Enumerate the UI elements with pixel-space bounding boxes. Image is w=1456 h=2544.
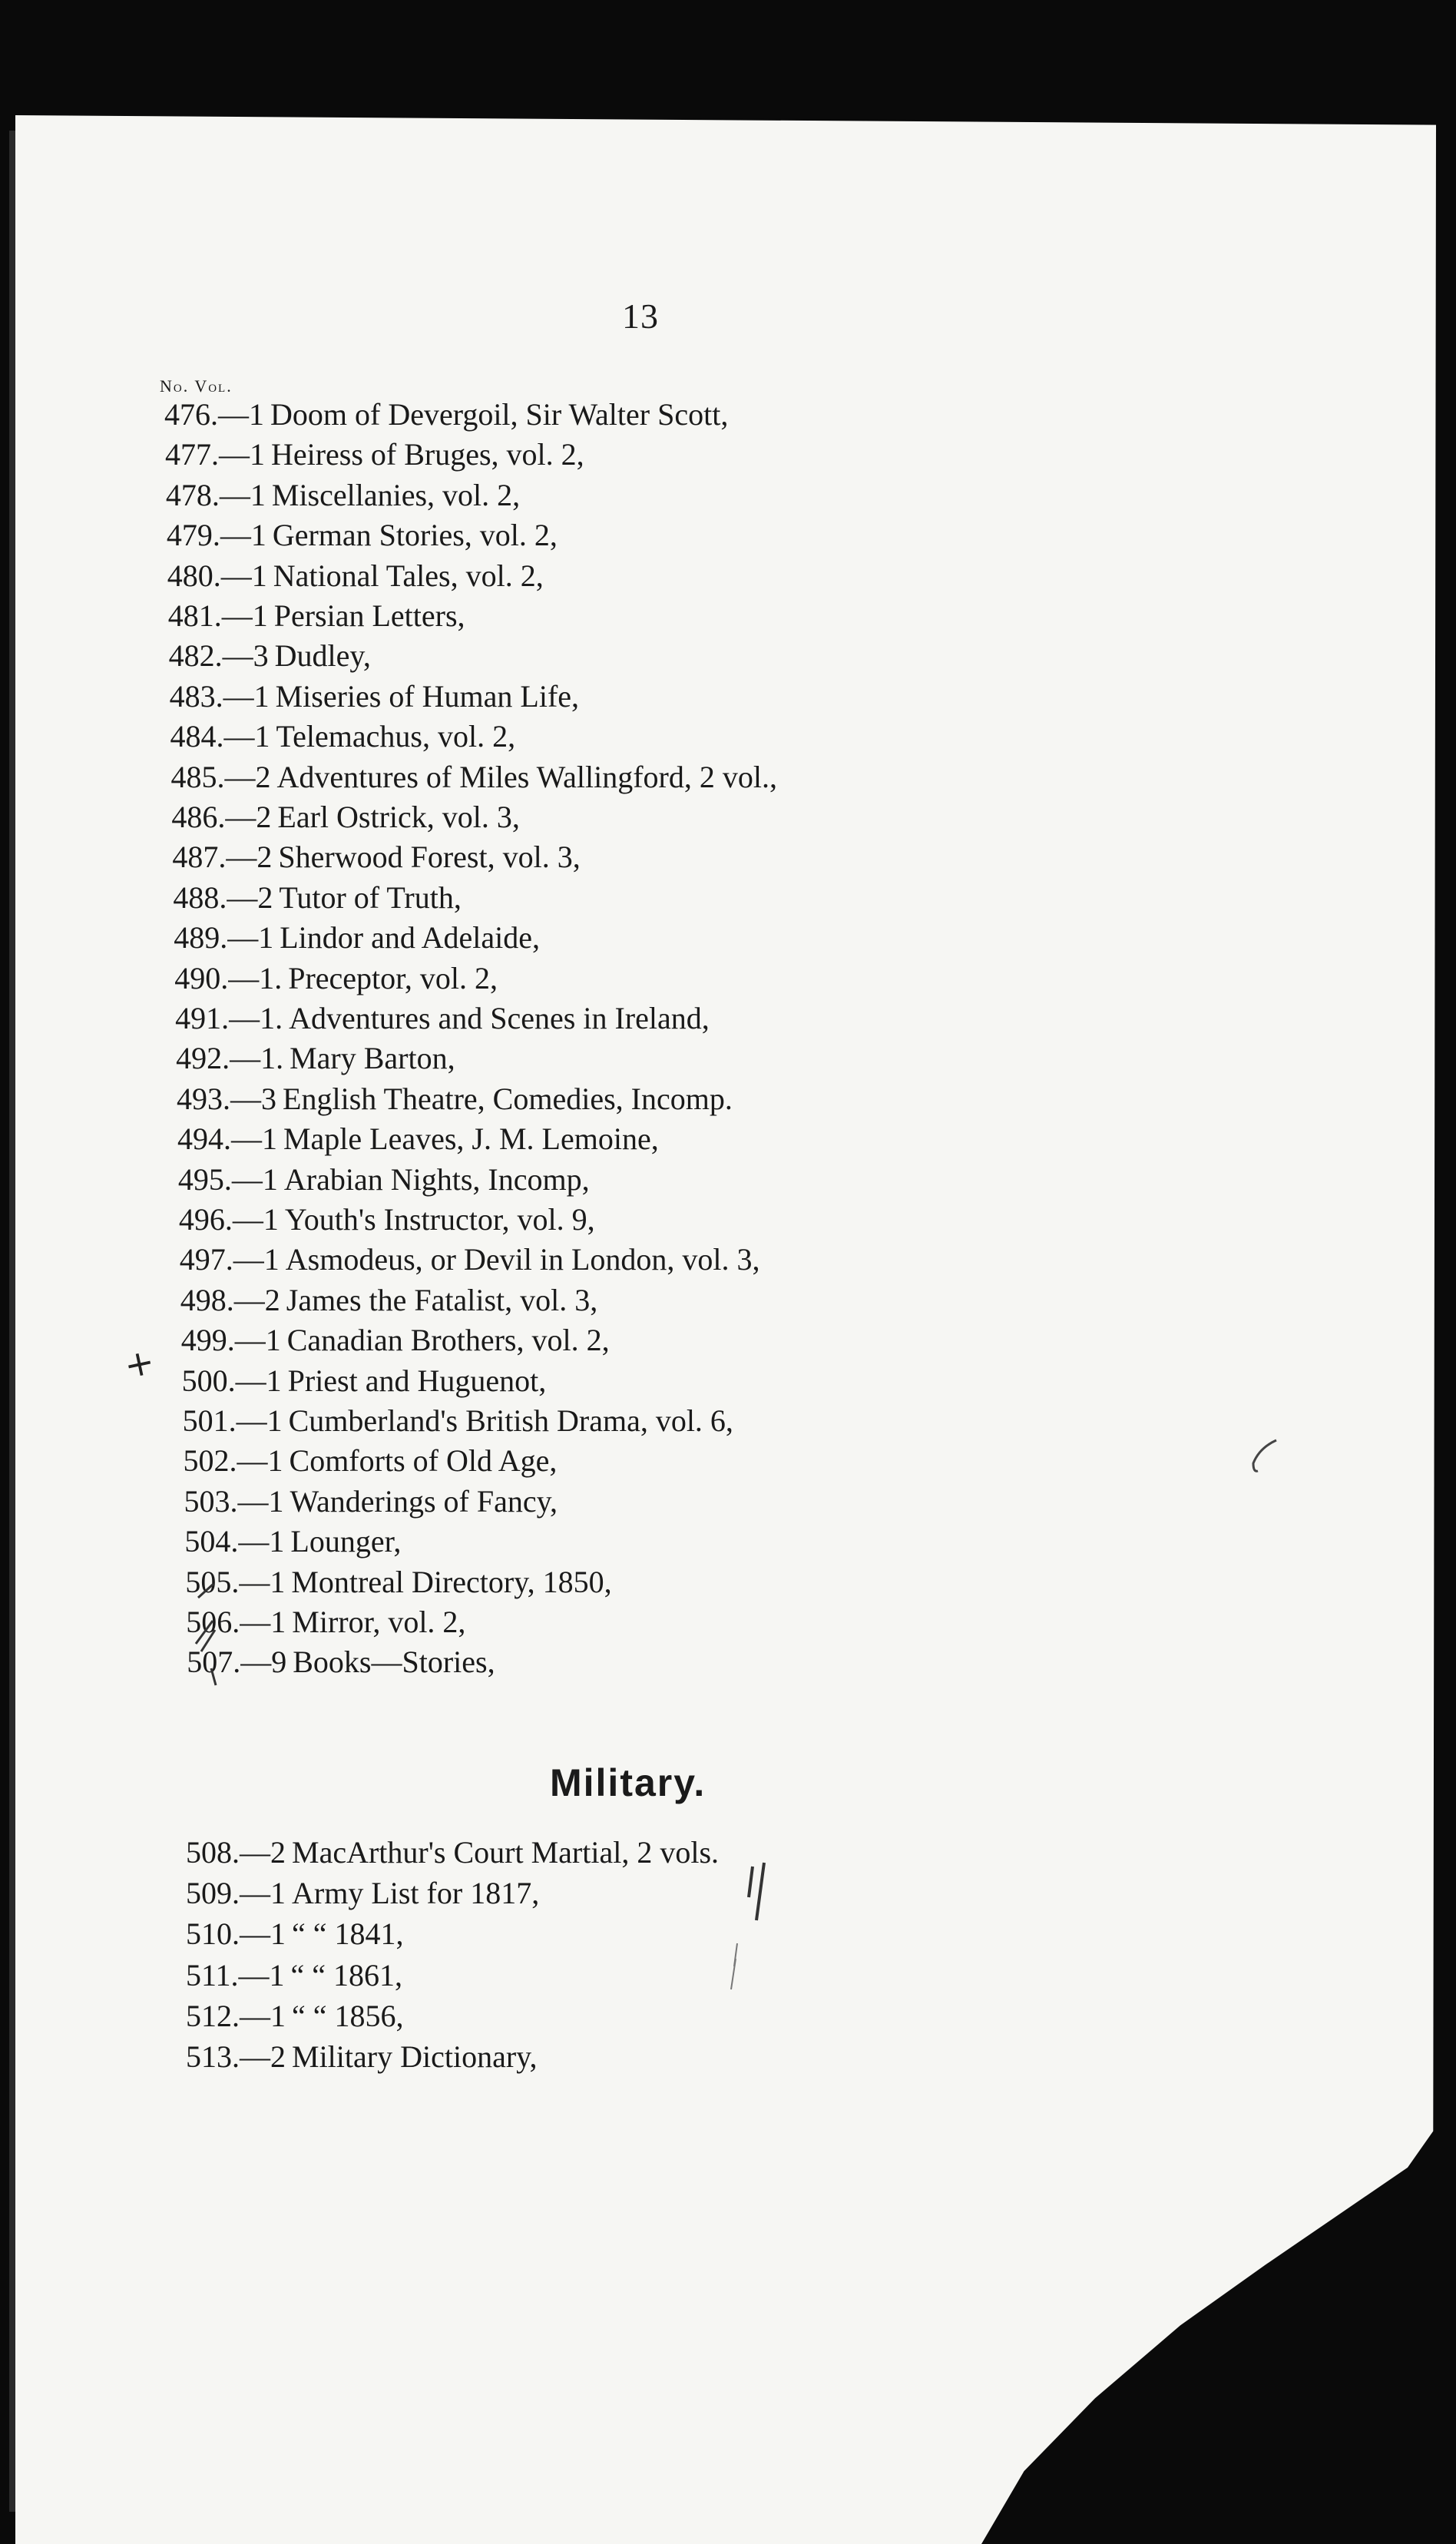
entry-number: 479.—1	[166, 518, 266, 553]
catalogue-entry	[170, 721, 516, 752]
entry-number: 494.—1	[177, 1121, 277, 1157]
catalogue-entry	[181, 1363, 547, 1398]
entry-title: National Tales, vol. 2,	[273, 558, 544, 593]
catalogue-entry	[187, 1647, 495, 1678]
entry-number: 481.—1	[167, 598, 268, 633]
catalogue-entry	[171, 802, 520, 833]
entry-title: Doom of Devergoil, Sir Walter Scott,	[270, 397, 729, 432]
entry-number: 513.—2	[186, 2039, 286, 2074]
catalogue-entry	[186, 1837, 719, 1868]
entry-title: Youth's Instructor, vol. 9,	[284, 1202, 595, 1237]
entry-number: 505.—1	[185, 1564, 286, 1599]
catalogue-entry	[173, 879, 462, 915]
entry-title: Military Dictionary,	[292, 2039, 538, 2074]
entry-number: 487.—2	[172, 840, 273, 875]
entry-number: 480.—1	[167, 558, 267, 593]
entry-number: 485.—2	[170, 759, 271, 794]
catalogue-entry	[172, 842, 580, 873]
entry-number: 500.—1	[181, 1363, 282, 1398]
entry-number: 511.—1	[186, 1957, 285, 1992]
entry-title: Asmodeus, or Devil in London, vol. 3,	[285, 1242, 760, 1277]
catalogue-entry	[177, 1161, 590, 1197]
catalogue-entry	[164, 399, 728, 430]
entry-title: “ “ 1841,	[292, 1916, 404, 1952]
entry-title: Lounger,	[290, 1524, 402, 1559]
entry-title: Earl Ostrick, vol. 3,	[277, 800, 520, 834]
entry-number: 499.—1	[180, 1323, 281, 1358]
entry-number: 504.—1	[184, 1524, 285, 1559]
entry-title: Cumberland's British Drama, vol. 6,	[288, 1403, 733, 1438]
entry-title: Miseries of Human Life,	[275, 678, 580, 714]
entry-number: 476.—1	[164, 397, 264, 432]
entry-title: MacArthur's Court Martial, 2 vols.	[292, 1835, 720, 1870]
entry-title: Preceptor, vol. 2,	[288, 960, 498, 995]
entry-number: 486.—2	[171, 800, 272, 834]
entry-number: 493.—3	[177, 1081, 277, 1116]
entry-number: 498.—2	[180, 1282, 280, 1317]
catalogue-entry	[180, 1282, 598, 1317]
entry-title: Sherwood Forest, vol. 3,	[278, 840, 581, 875]
entry-number: 495.—1	[177, 1161, 278, 1197]
catalogue-entry	[184, 1526, 401, 1557]
entry-title: Miscellanies, vol. 2,	[271, 477, 521, 512]
entry-title: James the Fatalist, vol. 3,	[286, 1282, 598, 1317]
entry-title: “ “ 1861,	[290, 1957, 403, 1992]
catalogue-entry	[186, 1916, 404, 1952]
entry-title: Persian Letters,	[273, 598, 465, 633]
entry-title: Maple Leaves, J. M. Lemoine,	[283, 1121, 659, 1157]
entry-number: 492.—1.	[176, 1041, 284, 1076]
catalogue-entry	[165, 477, 521, 512]
entry-number: 488.—2	[173, 879, 273, 915]
entry-number: 508.—2	[186, 1835, 286, 1870]
catalogue-entry	[186, 2039, 538, 2074]
entry-title: Comforts of Old Age,	[289, 1443, 558, 1479]
entry-number: 478.—1	[165, 477, 266, 512]
entry-title: Tutor of Truth,	[279, 879, 462, 915]
catalogue-entry	[177, 1121, 659, 1157]
catalogue-entry	[176, 1043, 455, 1074]
page-number: 13	[622, 296, 659, 336]
entry-title: Montreal Directory, 1850,	[291, 1564, 612, 1599]
entry-number: 489.—1	[174, 920, 274, 956]
catalogue-entry	[183, 1443, 558, 1479]
catalogue-entry	[180, 1244, 760, 1275]
catalogue-entry	[184, 1483, 558, 1519]
entry-number: 506.—1	[186, 1605, 286, 1639]
entry-title: Books—Stories,	[293, 1645, 495, 1680]
entry-number: 509.—1	[186, 1876, 286, 1911]
entry-number: 502.—1	[183, 1443, 283, 1479]
entry-title: German Stories, vol. 2,	[272, 518, 558, 553]
catalogue-entry	[170, 759, 777, 794]
entry-number: 490.—1.	[174, 960, 283, 995]
column-header: No. Vol.	[160, 376, 233, 396]
entry-title: “ “ 1856,	[292, 1998, 404, 2033]
catalogue-entry	[175, 1003, 710, 1034]
catalogue-entry	[179, 1204, 595, 1235]
entry-title: Army List for 1817,	[292, 1876, 540, 1911]
handwritten-plus-mark: +	[120, 1340, 158, 1387]
section-heading-military: Military.	[550, 1761, 706, 1804]
catalogue-entry	[167, 598, 465, 633]
catalogue-entry	[167, 558, 544, 593]
entry-number: 482.—3	[168, 638, 269, 674]
catalogue-entry	[186, 1878, 539, 1909]
catalogue-entry	[169, 678, 580, 714]
catalogue-entry	[167, 520, 558, 551]
entry-title: Wanderings of Fancy,	[290, 1483, 558, 1519]
entry-title: Heiress of Bruges, vol. 2,	[270, 437, 584, 472]
entry-title: Mary Barton,	[290, 1041, 455, 1076]
catalogue-entry	[182, 1403, 733, 1438]
catalogue-entry	[165, 439, 584, 470]
entry-title: Arabian Nights, Incomp,	[283, 1161, 590, 1197]
entry-title: Adventures and Scenes in Ireland,	[289, 1001, 710, 1035]
entry-title: Lindor and Adelaide,	[280, 920, 541, 956]
entry-title: Dudley,	[274, 638, 371, 674]
entry-number: 477.—1	[164, 437, 265, 472]
catalogue-entry	[174, 960, 498, 995]
catalogue-entry	[177, 1081, 733, 1116]
entry-title: Telemachus, vol. 2,	[276, 719, 516, 754]
entry-number: 510.—1	[186, 1916, 286, 1952]
entry-number: 491.—1.	[175, 1001, 283, 1035]
catalogue-entry	[174, 920, 541, 956]
entry-title: Mirror, vol. 2,	[292, 1605, 466, 1639]
catalogue-entry	[181, 1325, 610, 1356]
catalogue-entry	[168, 638, 371, 674]
entry-number: 503.—1	[184, 1483, 284, 1519]
entry-number: 497.—1	[179, 1242, 280, 1277]
entry-number: 496.—1	[178, 1202, 279, 1237]
entry-number: 501.—1	[182, 1403, 283, 1438]
catalogue-entry	[186, 1957, 403, 1992]
entry-number: 483.—1	[169, 678, 270, 714]
entry-title: Adventures of Miles Wallingford, 2 vol.,	[276, 759, 777, 794]
entry-title: Canadian Brothers, vol. 2,	[286, 1323, 610, 1358]
catalogue-entry	[185, 1564, 612, 1599]
catalogue-entry	[186, 1607, 465, 1638]
catalogue-entry	[186, 1998, 404, 2033]
entry-title: Priest and Huguenot,	[287, 1363, 547, 1398]
entry-number: 484.—1	[170, 719, 270, 754]
entry-number: 512.—1	[186, 1998, 286, 2033]
entry-number: 507.—9	[187, 1645, 287, 1680]
entry-title: English Theatre, Comedies, Incomp.	[283, 1081, 733, 1116]
